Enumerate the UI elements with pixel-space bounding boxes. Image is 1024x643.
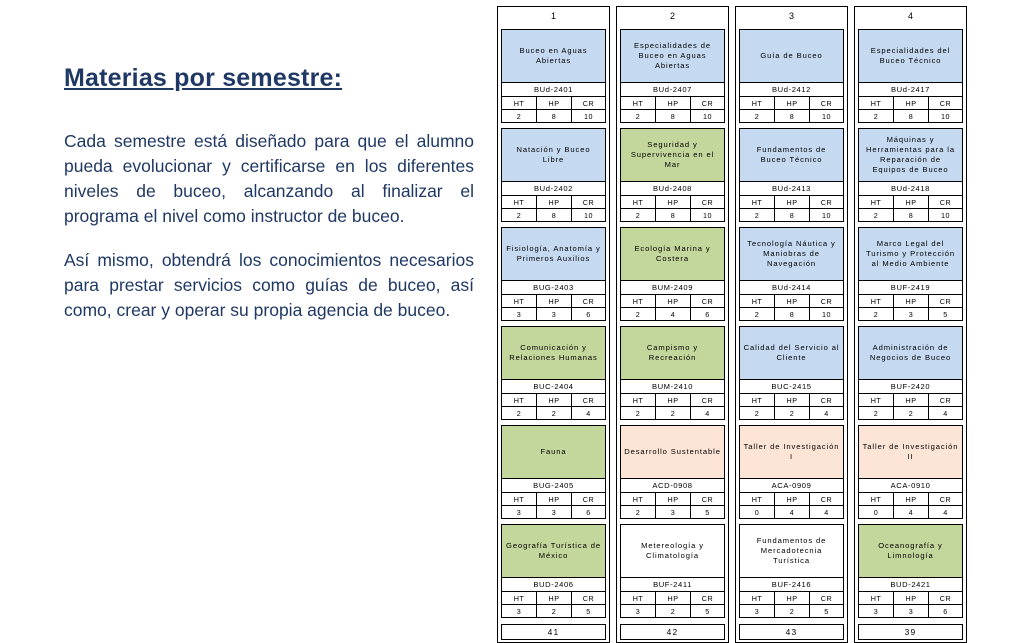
metric-value: 2 bbox=[774, 407, 809, 420]
metric-header-row bbox=[501, 592, 606, 605]
metric-value: 10 bbox=[690, 110, 725, 123]
metric-header-row bbox=[739, 196, 844, 209]
course-code: BUF-2416 bbox=[739, 578, 844, 592]
metric-header: CR bbox=[690, 592, 725, 605]
metric-header: CR bbox=[690, 493, 725, 506]
course-code: ACA-0910 bbox=[858, 479, 963, 493]
course-block bbox=[739, 227, 844, 321]
course-name: Taller de Investigación II bbox=[858, 425, 963, 479]
semester-column bbox=[854, 6, 967, 643]
course-block bbox=[501, 128, 606, 222]
course-name: Seguridad y Supervivencia en el Mar bbox=[620, 128, 725, 182]
metric-header: CR bbox=[571, 196, 606, 209]
metric-header: CR bbox=[809, 394, 844, 407]
metric-value: 6 bbox=[571, 308, 606, 321]
metric-header: CR bbox=[809, 493, 844, 506]
course-name: Oceanografía y Limnología bbox=[858, 524, 963, 578]
metric-header: HP bbox=[893, 493, 928, 506]
metric-value: 0 bbox=[858, 506, 893, 519]
metric-header: HP bbox=[893, 97, 928, 110]
course-block bbox=[739, 524, 844, 618]
semester-total-credits: 43 bbox=[739, 624, 844, 640]
metric-header-row bbox=[739, 394, 844, 407]
course-code: BUd-2402 bbox=[501, 182, 606, 196]
course-code: BUF-2419 bbox=[858, 281, 963, 295]
metric-header: HP bbox=[536, 592, 571, 605]
course-block bbox=[739, 29, 844, 123]
metric-value: 5 bbox=[690, 605, 725, 618]
metric-value-row bbox=[739, 605, 844, 618]
course-name: Especialidades de Buceo en Aguas Abiertas bbox=[620, 29, 725, 83]
metric-header-row bbox=[501, 493, 606, 506]
metric-header-row bbox=[620, 592, 725, 605]
metric-value: 2 bbox=[739, 407, 774, 420]
course-code: BUG-2405 bbox=[501, 479, 606, 493]
metric-header-row bbox=[858, 394, 963, 407]
course-name: Fisiología, Anatomía y Primeros Auxilios bbox=[501, 227, 606, 281]
metric-value: 2 bbox=[858, 308, 893, 321]
metric-value: 2 bbox=[655, 605, 690, 618]
metric-value: 10 bbox=[809, 209, 844, 222]
metric-value: 4 bbox=[655, 308, 690, 321]
metric-value: 3 bbox=[893, 308, 928, 321]
metric-value: 0 bbox=[739, 506, 774, 519]
metric-value-row bbox=[858, 407, 963, 420]
metric-header: HT bbox=[501, 592, 536, 605]
course-block bbox=[620, 326, 725, 420]
metric-header: HP bbox=[774, 493, 809, 506]
metric-header-row bbox=[501, 97, 606, 110]
metric-header: HT bbox=[501, 493, 536, 506]
course-code: BUC-2415 bbox=[739, 380, 844, 394]
curriculum-grid bbox=[497, 6, 967, 643]
metric-header-row bbox=[620, 295, 725, 308]
semester-number: 2 bbox=[669, 11, 675, 21]
course-name: Guía de Buceo bbox=[739, 29, 844, 83]
metric-value: 2 bbox=[858, 407, 893, 420]
metric-header: HP bbox=[655, 493, 690, 506]
metric-value: 6 bbox=[690, 308, 725, 321]
metric-header: HT bbox=[858, 493, 893, 506]
metric-header: HP bbox=[536, 493, 571, 506]
metric-value-row bbox=[501, 110, 606, 123]
metric-value: 5 bbox=[690, 506, 725, 519]
semester-column bbox=[735, 6, 848, 643]
metric-header: HP bbox=[893, 196, 928, 209]
semester-total-credits: 42 bbox=[620, 624, 725, 640]
metric-header: HP bbox=[655, 196, 690, 209]
metric-value-row bbox=[858, 110, 963, 123]
course-name: Marco Legal del Turismo y Protección al Medio Ambiente bbox=[858, 227, 963, 281]
metric-value: 3 bbox=[655, 506, 690, 519]
metric-header: HP bbox=[536, 196, 571, 209]
metric-value-row bbox=[739, 506, 844, 519]
metric-value: 3 bbox=[501, 506, 536, 519]
metric-header: HP bbox=[893, 295, 928, 308]
course-name: Geografía Turística de México bbox=[501, 524, 606, 578]
metric-header: CR bbox=[690, 196, 725, 209]
metric-value: 4 bbox=[928, 407, 963, 420]
metric-value: 2 bbox=[858, 209, 893, 222]
metric-header: HT bbox=[739, 493, 774, 506]
course-block bbox=[501, 29, 606, 123]
metric-header: HT bbox=[501, 394, 536, 407]
metric-header-row bbox=[501, 295, 606, 308]
course-block bbox=[620, 425, 725, 519]
metric-value: 2 bbox=[739, 110, 774, 123]
course-block bbox=[501, 425, 606, 519]
metric-value-row bbox=[501, 605, 606, 618]
course-code: BUd-2401 bbox=[501, 83, 606, 97]
course-name: Buceo en Aguas Abiertas bbox=[501, 29, 606, 83]
metric-header-row bbox=[858, 97, 963, 110]
metric-header: HP bbox=[655, 97, 690, 110]
metric-value: 2 bbox=[620, 308, 655, 321]
metric-value: 10 bbox=[928, 110, 963, 123]
metric-value: 2 bbox=[774, 605, 809, 618]
metric-value: 3 bbox=[739, 605, 774, 618]
metric-header: CR bbox=[571, 97, 606, 110]
metric-header: HT bbox=[739, 592, 774, 605]
course-name: Especialidades del Buceo Técnico bbox=[858, 29, 963, 83]
metric-header-row bbox=[620, 493, 725, 506]
metric-header: HP bbox=[655, 394, 690, 407]
course-code: BUd-2418 bbox=[858, 182, 963, 196]
course-block bbox=[858, 29, 963, 123]
metric-value: 10 bbox=[809, 110, 844, 123]
metric-header-row bbox=[501, 196, 606, 209]
course-name: Fundamentos de Mercadotecnia Turística bbox=[739, 524, 844, 578]
metric-header-row bbox=[739, 97, 844, 110]
course-code: BUF-2411 bbox=[620, 578, 725, 592]
course-code: ACD-0908 bbox=[620, 479, 725, 493]
metric-header: CR bbox=[571, 394, 606, 407]
metric-value: 5 bbox=[928, 308, 963, 321]
metric-header: HP bbox=[774, 592, 809, 605]
course-code: BUG-2403 bbox=[501, 281, 606, 295]
metric-value-row bbox=[858, 506, 963, 519]
metric-value: 2 bbox=[501, 407, 536, 420]
metric-value: 6 bbox=[571, 506, 606, 519]
metric-value: 10 bbox=[690, 209, 725, 222]
course-name: Comunicación y Relaciones Humanas bbox=[501, 326, 606, 380]
metric-value: 4 bbox=[571, 407, 606, 420]
metric-value: 10 bbox=[809, 308, 844, 321]
course-name: Administración de Negocios de Buceo bbox=[858, 326, 963, 380]
course-block bbox=[620, 128, 725, 222]
metric-value: 3 bbox=[893, 605, 928, 618]
metric-value: 6 bbox=[928, 605, 963, 618]
metric-value: 8 bbox=[536, 209, 571, 222]
course-block bbox=[501, 227, 606, 321]
course-code: BUd-2408 bbox=[620, 182, 725, 196]
metric-value: 2 bbox=[620, 110, 655, 123]
course-code: BUd-2417 bbox=[858, 83, 963, 97]
metric-header: HT bbox=[620, 97, 655, 110]
course-name: Natación y Buceo Libre bbox=[501, 128, 606, 182]
metric-value: 4 bbox=[809, 506, 844, 519]
course-block bbox=[501, 524, 606, 618]
metric-value-row bbox=[739, 407, 844, 420]
metric-value: 3 bbox=[858, 605, 893, 618]
metric-value-row bbox=[620, 308, 725, 321]
metric-header: HT bbox=[858, 196, 893, 209]
metric-value: 10 bbox=[928, 209, 963, 222]
metric-header: HP bbox=[536, 295, 571, 308]
metric-header: CR bbox=[571, 493, 606, 506]
course-code: BUd-2407 bbox=[620, 83, 725, 97]
metric-value: 2 bbox=[620, 209, 655, 222]
metric-header: CR bbox=[928, 295, 963, 308]
metric-value: 4 bbox=[928, 506, 963, 519]
metric-header: HP bbox=[536, 394, 571, 407]
course-block bbox=[739, 326, 844, 420]
course-block bbox=[858, 524, 963, 618]
metric-value: 4 bbox=[774, 506, 809, 519]
metric-value-row bbox=[858, 605, 963, 618]
metric-header-row bbox=[501, 394, 606, 407]
metric-value: 8 bbox=[536, 110, 571, 123]
metric-header: HT bbox=[858, 295, 893, 308]
metric-header-row bbox=[858, 295, 963, 308]
metric-header: CR bbox=[928, 97, 963, 110]
metric-header-row bbox=[858, 196, 963, 209]
metric-header-row bbox=[620, 97, 725, 110]
metric-header: HP bbox=[774, 394, 809, 407]
metric-header: CR bbox=[809, 196, 844, 209]
course-block bbox=[739, 128, 844, 222]
metric-header: CR bbox=[690, 97, 725, 110]
metric-header: HP bbox=[893, 592, 928, 605]
metric-value: 5 bbox=[809, 605, 844, 618]
metric-value: 4 bbox=[893, 506, 928, 519]
metric-value: 2 bbox=[739, 308, 774, 321]
course-name: Calidad del Servicio al Cliente bbox=[739, 326, 844, 380]
metric-value-row bbox=[501, 308, 606, 321]
metric-header: CR bbox=[690, 295, 725, 308]
course-name: Desarrollo Sustentable bbox=[620, 425, 725, 479]
metric-header-row bbox=[739, 295, 844, 308]
metric-value-row bbox=[858, 209, 963, 222]
metric-value: 5 bbox=[571, 605, 606, 618]
metric-value: 2 bbox=[620, 506, 655, 519]
paragraph-1: Cada semestre está diseñado para que el alumno pueda evolucionar y certificarse en los diferentes niveles de buceo, alcanzando al finalizar el programa el nivel como instructor de buceo. bbox=[64, 131, 474, 226]
text-column bbox=[64, 64, 474, 343]
metric-value: 4 bbox=[809, 407, 844, 420]
metric-value: 3 bbox=[536, 506, 571, 519]
metric-value: 2 bbox=[620, 407, 655, 420]
semester-number: 3 bbox=[788, 11, 794, 21]
metric-header-row bbox=[739, 493, 844, 506]
course-code: BUM-2409 bbox=[620, 281, 725, 295]
metric-header: HT bbox=[620, 394, 655, 407]
course-name: Fauna bbox=[501, 425, 606, 479]
metric-value: 8 bbox=[774, 110, 809, 123]
course-block bbox=[858, 326, 963, 420]
semester-total-credits: 39 bbox=[858, 624, 963, 640]
course-block bbox=[620, 29, 725, 123]
metric-value: 2 bbox=[501, 209, 536, 222]
page-title: Materias por semestre: bbox=[64, 64, 343, 92]
metric-value: 8 bbox=[655, 209, 690, 222]
metric-header: CR bbox=[571, 592, 606, 605]
course-name: Tecnología Náutica y Maniobras de Navegación bbox=[739, 227, 844, 281]
metric-header: HP bbox=[893, 394, 928, 407]
metric-header: HT bbox=[620, 493, 655, 506]
metric-header: HT bbox=[501, 295, 536, 308]
metric-header: CR bbox=[690, 394, 725, 407]
metric-value-row bbox=[739, 308, 844, 321]
course-code: BUd-2413 bbox=[739, 182, 844, 196]
metric-header: CR bbox=[928, 394, 963, 407]
paragraph-2: Así mismo, obtendrá los conocimientos necesarios para prestar servicios como guías de buceo, así como, crear y operar su propia agencia de buceo. bbox=[64, 250, 474, 321]
metric-header: HT bbox=[858, 394, 893, 407]
metric-header: HT bbox=[858, 592, 893, 605]
metric-value: 3 bbox=[501, 308, 536, 321]
metric-header: CR bbox=[928, 196, 963, 209]
course-code: BUd-2414 bbox=[739, 281, 844, 295]
course-block bbox=[858, 425, 963, 519]
course-code: BUD-2406 bbox=[501, 578, 606, 592]
metric-value-row bbox=[501, 407, 606, 420]
metric-header-row bbox=[620, 394, 725, 407]
metric-value: 10 bbox=[571, 209, 606, 222]
metric-value-row bbox=[739, 110, 844, 123]
metric-header: CR bbox=[809, 97, 844, 110]
metric-value: 8 bbox=[893, 209, 928, 222]
metric-value: 2 bbox=[858, 110, 893, 123]
metric-header: HP bbox=[774, 97, 809, 110]
metric-header: HP bbox=[536, 97, 571, 110]
course-name: Fundamentos de Buceo Técnico bbox=[739, 128, 844, 182]
course-code: BUC-2404 bbox=[501, 380, 606, 394]
metric-value: 3 bbox=[620, 605, 655, 618]
metric-header-row bbox=[620, 196, 725, 209]
course-name: Ecología Marina y Costera bbox=[620, 227, 725, 281]
metric-header: HT bbox=[858, 97, 893, 110]
metric-value-row bbox=[620, 110, 725, 123]
metric-header: HP bbox=[774, 295, 809, 308]
semester-column bbox=[497, 6, 610, 643]
metric-header: HT bbox=[620, 295, 655, 308]
course-name: Metereología y Climatología bbox=[620, 524, 725, 578]
metric-header-row bbox=[739, 592, 844, 605]
course-block bbox=[858, 227, 963, 321]
metric-header: CR bbox=[928, 493, 963, 506]
course-name: Campismo y Recreación bbox=[620, 326, 725, 380]
course-name: Máquinas y Herramientas para la Reparación de Equipos de Buceo bbox=[858, 128, 963, 182]
semester-total-credits: 41 bbox=[501, 624, 606, 640]
metric-value-row bbox=[620, 605, 725, 618]
metric-value-row bbox=[739, 209, 844, 222]
metric-header: HT bbox=[501, 196, 536, 209]
metric-value: 8 bbox=[774, 209, 809, 222]
course-block bbox=[620, 524, 725, 618]
metric-value: 8 bbox=[893, 110, 928, 123]
metric-header: CR bbox=[809, 592, 844, 605]
metric-header: HP bbox=[655, 295, 690, 308]
metric-header: HT bbox=[739, 295, 774, 308]
metric-value-row bbox=[620, 209, 725, 222]
course-name: Taller de Investigación I bbox=[739, 425, 844, 479]
metric-header: HT bbox=[620, 196, 655, 209]
metric-header: HT bbox=[501, 97, 536, 110]
metric-value: 8 bbox=[774, 308, 809, 321]
course-code: BUM-2410 bbox=[620, 380, 725, 394]
metric-value: 3 bbox=[536, 308, 571, 321]
course-block bbox=[739, 425, 844, 519]
metric-value: 2 bbox=[501, 110, 536, 123]
metric-value: 2 bbox=[739, 209, 774, 222]
metric-header-row bbox=[858, 592, 963, 605]
course-code: BUF-2420 bbox=[858, 380, 963, 394]
semester-number: 4 bbox=[907, 11, 913, 21]
metric-value: 4 bbox=[690, 407, 725, 420]
metric-header: CR bbox=[928, 592, 963, 605]
metric-header: HP bbox=[774, 196, 809, 209]
metric-value: 2 bbox=[536, 605, 571, 618]
metric-value: 2 bbox=[893, 407, 928, 420]
semester-number: 1 bbox=[550, 11, 556, 21]
metric-value: 10 bbox=[571, 110, 606, 123]
metric-header: HT bbox=[739, 97, 774, 110]
metric-header-row bbox=[858, 493, 963, 506]
course-block bbox=[620, 227, 725, 321]
metric-value-row bbox=[620, 407, 725, 420]
metric-header: HP bbox=[655, 592, 690, 605]
metric-value: 3 bbox=[501, 605, 536, 618]
metric-value-row bbox=[501, 209, 606, 222]
course-code: BUd-2412 bbox=[739, 83, 844, 97]
metric-header: HT bbox=[739, 196, 774, 209]
metric-value: 2 bbox=[655, 407, 690, 420]
metric-value: 8 bbox=[655, 110, 690, 123]
course-block bbox=[858, 128, 963, 222]
semester-column bbox=[616, 6, 729, 643]
course-block bbox=[501, 326, 606, 420]
metric-value-row bbox=[501, 506, 606, 519]
course-code: ACA-0909 bbox=[739, 479, 844, 493]
metric-header: HT bbox=[739, 394, 774, 407]
metric-header: HT bbox=[620, 592, 655, 605]
metric-header: CR bbox=[571, 295, 606, 308]
course-code: BUD-2421 bbox=[858, 578, 963, 592]
metric-value: 2 bbox=[536, 407, 571, 420]
metric-value-row bbox=[620, 506, 725, 519]
metric-header: CR bbox=[809, 295, 844, 308]
metric-value-row bbox=[858, 308, 963, 321]
